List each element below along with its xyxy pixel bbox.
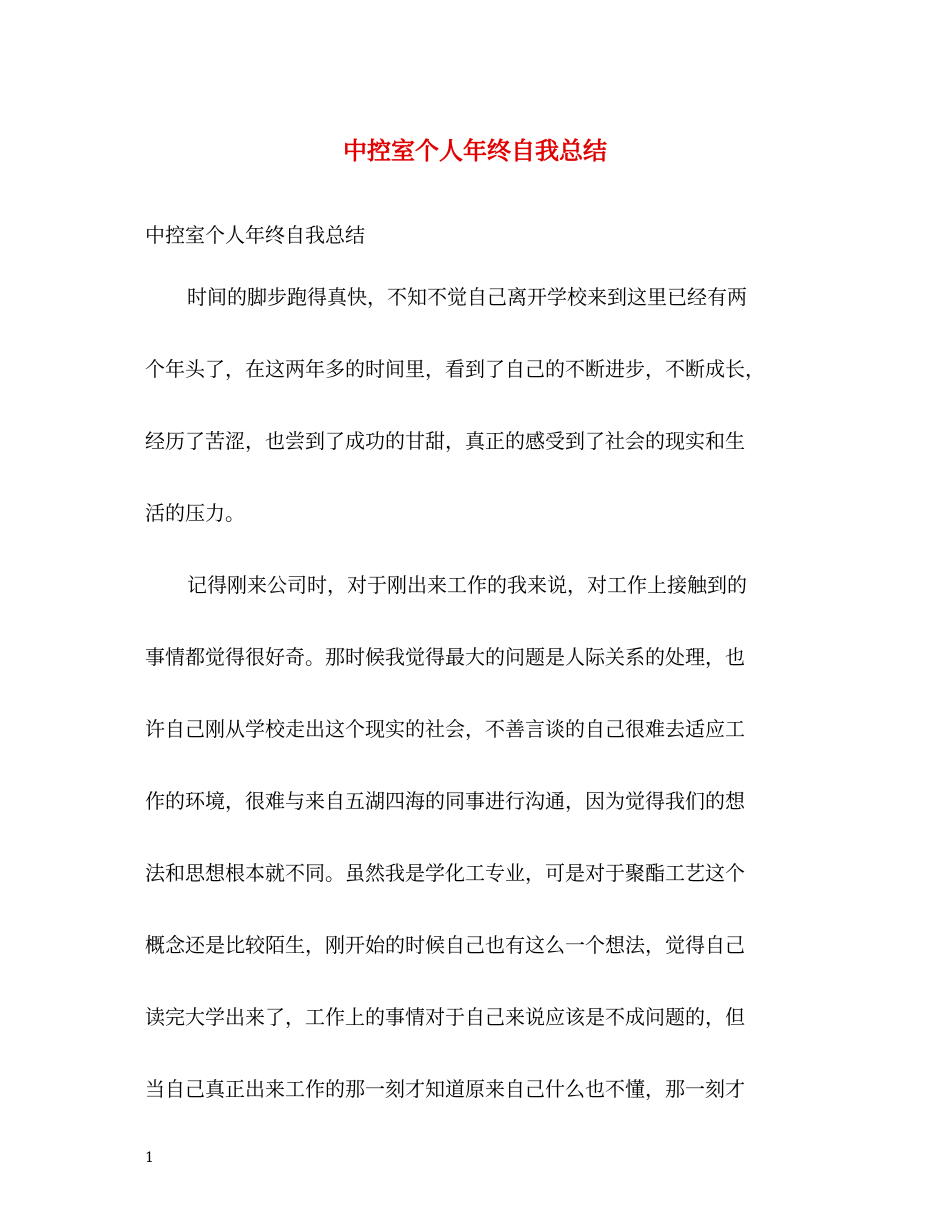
- text-line: 活的压力。: [145, 501, 245, 525]
- document-title: 中控室个人年终自我总结: [343, 136, 607, 165]
- text-line: 作的环境，很难与来自五湖四海的同事进行沟通，因为觉得我们的想: [145, 789, 745, 813]
- text-line: 许自己刚从学校走出这个现实的社会，不善言谈的自己很难去适应工: [145, 717, 745, 741]
- text-line: 事情都觉得很好奇。那时候我觉得最大的问题是人际关系的处理，也: [145, 645, 745, 669]
- page-number: 1: [145, 1150, 154, 1166]
- text-line: 记得刚来公司时，对于刚出来工作的我来说，对工作上接触到的: [187, 573, 747, 597]
- text-line: 当自己真正出来工作的那一刻才知道原来自己什么也不懂，那一刻才: [145, 1077, 745, 1101]
- text-line: 法和思想根本就不同。虽然我是学化工专业，可是对于聚酯工艺这个: [145, 861, 745, 885]
- document-subtitle: 中控室个人年终自我总结: [145, 223, 365, 247]
- text-line: 经历了苦涩，也尝到了成功的甘甜，真正的感受到了社会的现实和生: [145, 429, 745, 453]
- text-line: 个年头了，在这两年多的时间里，看到了自己的不断进步，不断成长，: [145, 357, 765, 381]
- text-line: 概念还是比较陌生，刚开始的时候自己也有这么一个想法，觉得自己: [145, 933, 745, 957]
- text-line: 读完大学出来了，工作上的事情对于自己来说应该是不成问题的，但: [145, 1005, 745, 1029]
- body-text: [145, 281, 825, 1145]
- text-line: 时间的脚步跑得真快，不知不觉自己离开学校来到这里已经有两: [187, 285, 747, 309]
